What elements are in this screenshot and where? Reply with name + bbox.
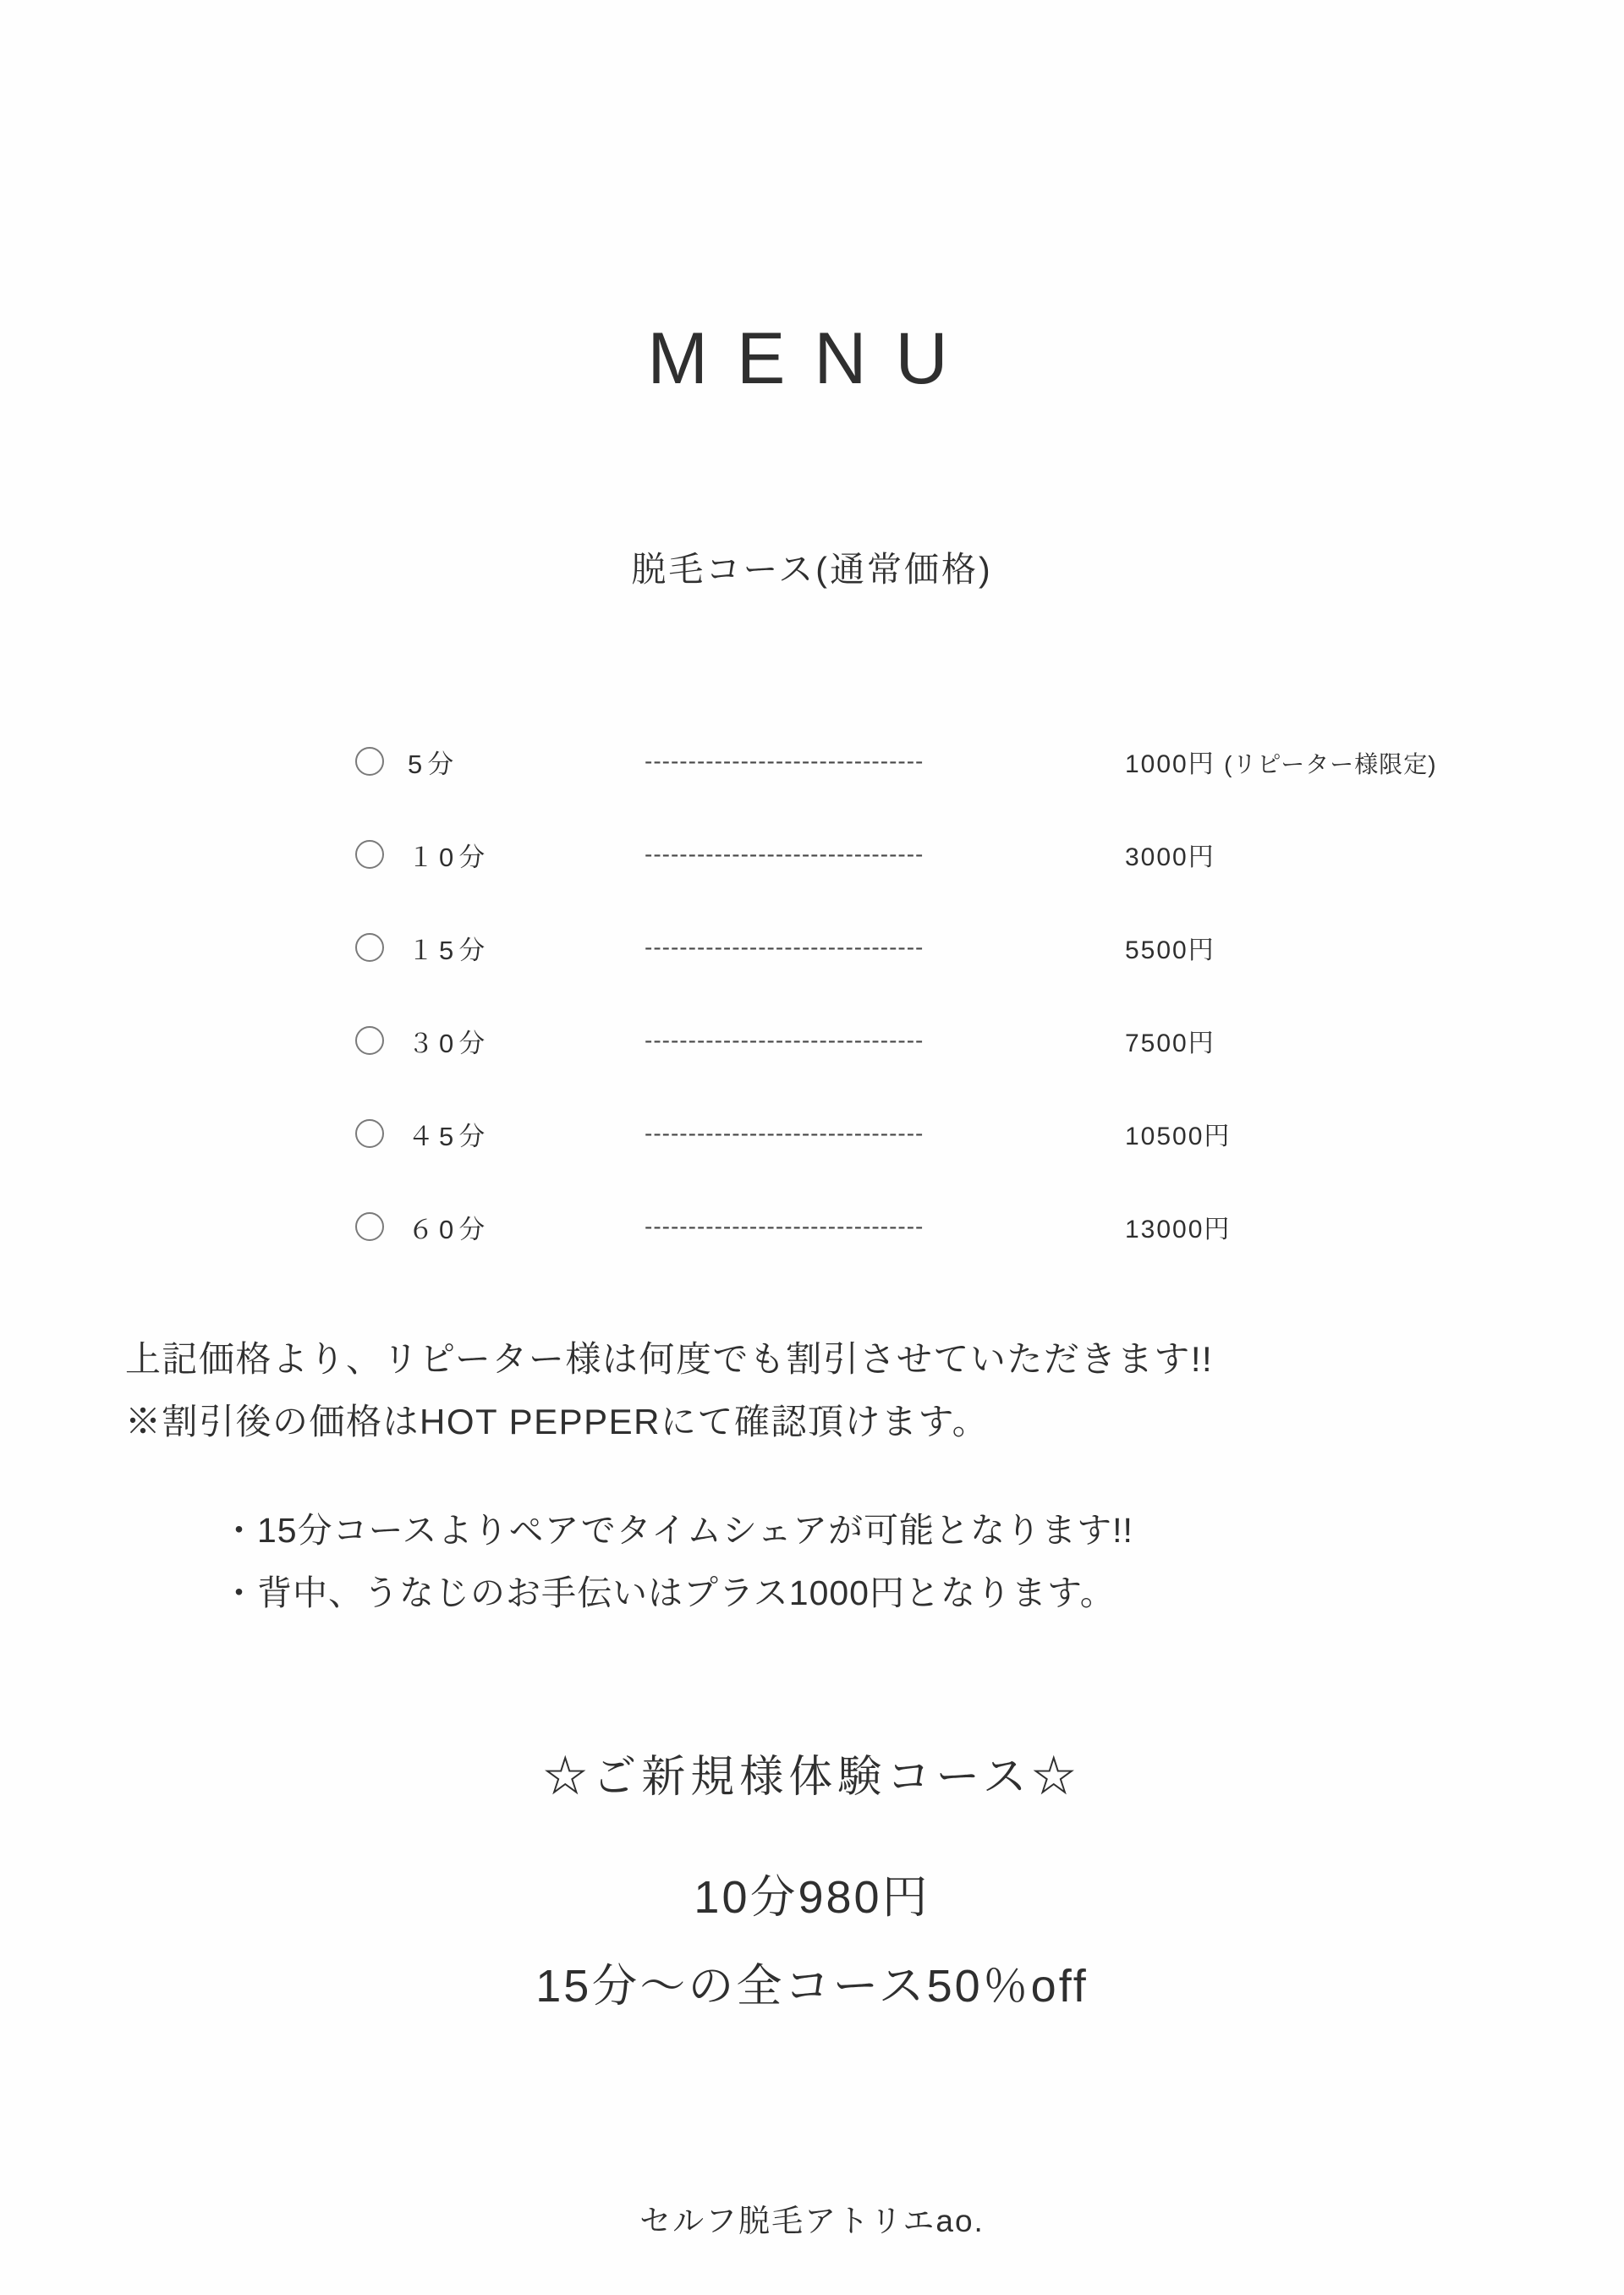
course-duration: ４5分: [408, 1121, 491, 1151]
course-duration: １5分: [408, 935, 491, 965]
leader-dashes: --------------------------------: [645, 934, 924, 960]
course-price: [1125, 836, 1215, 873]
leader-dashes: --------------------------------: [645, 748, 924, 774]
course-price-value: 10500円: [1125, 1123, 1232, 1150]
discount-notes: [125, 1328, 1546, 1453]
course-price-value: 3000円: [1125, 843, 1215, 871]
course-duration: ３0分: [408, 1028, 491, 1058]
trial-course-discount: 15分〜の全コース50％off: [535, 1961, 1089, 2012]
trial-course-price-10min: 10分980円: [694, 1872, 930, 1923]
price-row: [355, 715, 1582, 808]
leader-dashes: --------------------------------: [645, 1120, 924, 1146]
discount-note-line: 上記価格より、リピーター様は何度でも割引させていただきます!!: [125, 1339, 1214, 1379]
course-price: [1125, 1208, 1231, 1245]
additional-notes: [222, 1499, 1575, 1624]
circle-outline-icon: [355, 840, 384, 869]
course-price-value: 5500円: [1125, 936, 1215, 964]
price-row: [355, 1087, 1582, 1180]
leader-dashes: --------------------------------: [645, 841, 924, 867]
circle-outline-icon: [355, 1026, 384, 1055]
price-row: [355, 808, 1582, 901]
price-row: [355, 994, 1582, 1087]
course-price: [1125, 1022, 1215, 1059]
shop-name-footer: セルフ脱毛アトリエao.: [639, 2204, 985, 2238]
trial-course-heading: ☆ご新規様体験コース☆: [543, 1753, 1081, 1802]
section-heading-hair-removal-course: 脱毛コース(通常価格): [631, 550, 993, 589]
discount-note-line: ※割引後の価格はHOT PEPPERにて確認頂けます。: [125, 1402, 990, 1441]
course-duration: １0分: [408, 842, 491, 872]
course-price: [1125, 929, 1215, 966]
course-price: [1125, 743, 1437, 780]
circle-outline-icon: [355, 1119, 384, 1148]
course-duration: 5分: [408, 749, 459, 779]
leader-dashes: --------------------------------: [645, 1213, 924, 1239]
course-price-value: 13000円: [1125, 1216, 1232, 1244]
circle-outline-icon: [355, 1212, 384, 1241]
circle-outline-icon: [355, 747, 384, 776]
leader-dashes: --------------------------------: [645, 1027, 924, 1053]
additional-note-line: ・背中、うなじのお手伝いはプラス1000円となります。: [222, 1573, 1116, 1612]
course-price-note: (リピーター様限定): [1224, 751, 1437, 777]
course-price-value: 7500円: [1125, 1029, 1215, 1057]
course-price: [1125, 1115, 1231, 1152]
price-row: [355, 901, 1582, 994]
course-price-value: 1000円: [1125, 750, 1215, 778]
page-title: MENU: [647, 318, 977, 399]
price-row: [355, 1180, 1582, 1273]
course-duration: ６0分: [408, 1214, 491, 1244]
additional-note-line: ・15分コースよりペアでタイムシェアが可能となります!!: [222, 1511, 1133, 1550]
circle-outline-icon: [355, 933, 384, 962]
price-list: [355, 715, 1582, 1273]
